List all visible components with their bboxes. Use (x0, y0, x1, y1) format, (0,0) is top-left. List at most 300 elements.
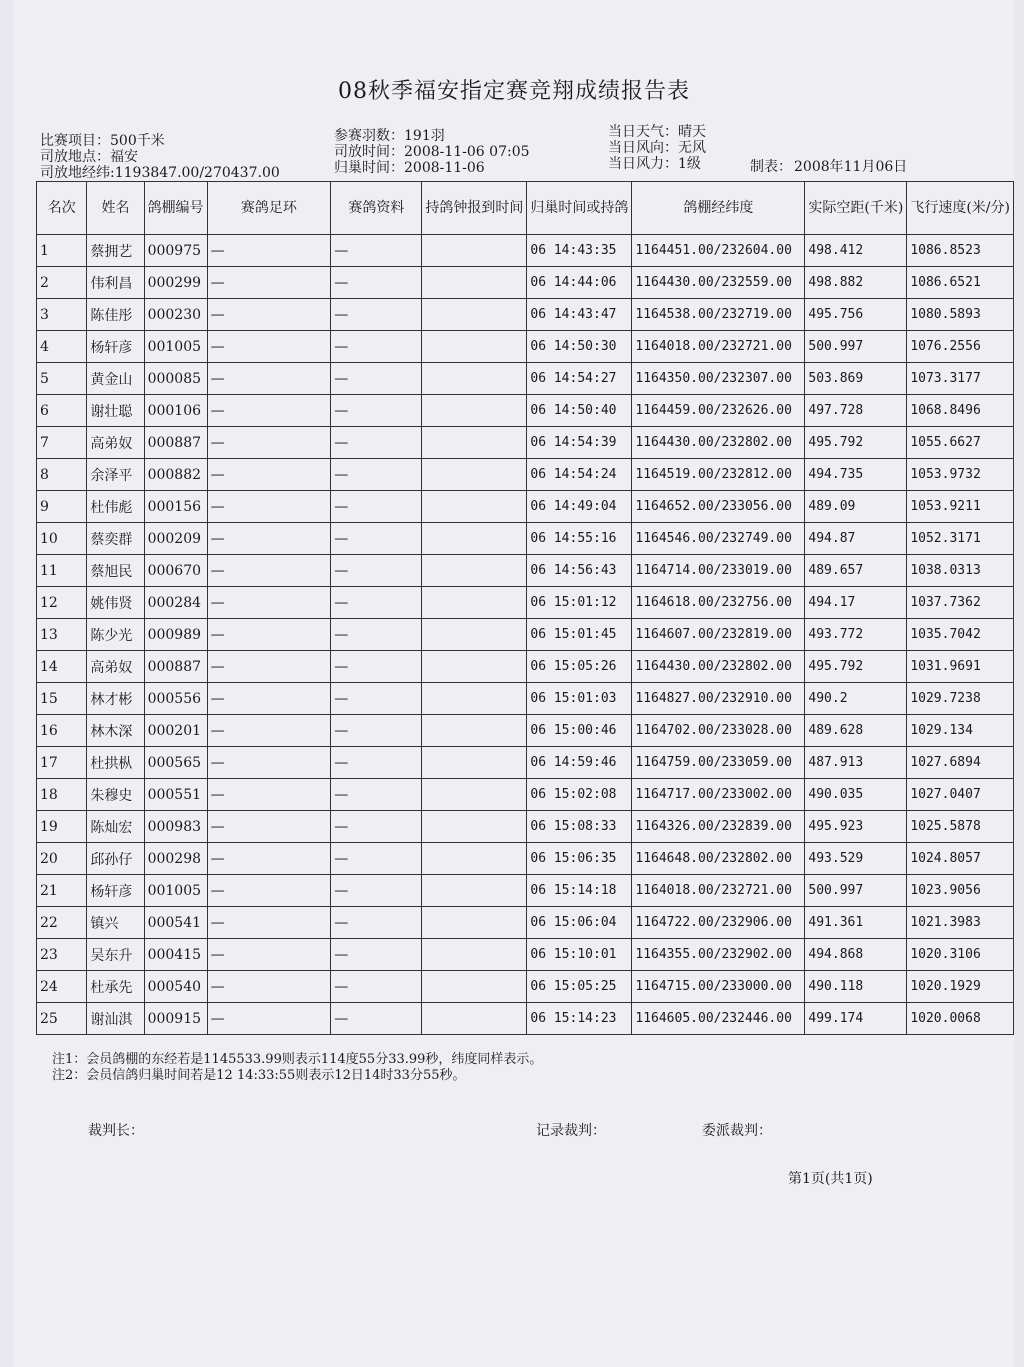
delegate-judge-signature: 委派裁判： (702, 1123, 772, 1139)
name-cell: 杜承先 (87, 971, 144, 1003)
loft-coordinates-cell: 1164648.00/232802.00 (632, 843, 805, 875)
ring-cell: — (207, 235, 331, 267)
pigeon-info-cell: — (331, 523, 422, 555)
table-row (37, 811, 1014, 843)
ring-cell: — (207, 395, 331, 427)
clock-report-cell (422, 1003, 527, 1035)
ring-cell: — (207, 747, 331, 779)
name-cell: 林才彬 (87, 683, 144, 715)
name-cell: 杜拱枞 (87, 747, 144, 779)
name-cell: 蔡旭民 (87, 555, 144, 587)
loft-id-cell: 000565 (144, 747, 207, 779)
loft-id-cell: 000201 (144, 715, 207, 747)
distance-cell: 495.792 (805, 651, 907, 683)
arrival-time-cell: 06 15:02:08 (527, 779, 632, 811)
recorder-judge-signature: 记录裁判： (536, 1123, 606, 1139)
loft-id-cell: 000882 (144, 459, 207, 491)
ring-cell: — (207, 811, 331, 843)
clock-report-cell (422, 651, 527, 683)
header-time: 归巢时间或持鸽 (527, 182, 632, 235)
name-cell: 朱穆史 (87, 779, 144, 811)
header-loft: 鸽棚编号 (144, 182, 207, 235)
distance-cell: 494.17 (805, 587, 907, 619)
speed-cell: 1055.6627 (907, 427, 1014, 459)
pigeon-info-cell: — (331, 811, 422, 843)
table-header-row (37, 182, 1014, 235)
loft-id-cell: 000085 (144, 363, 207, 395)
table-row (37, 331, 1014, 363)
distance-cell: 495.756 (805, 299, 907, 331)
pigeon-info-cell: — (331, 939, 422, 971)
pigeon-info-cell: — (331, 747, 422, 779)
loft-coordinates-cell: 1164018.00/232721.00 (632, 875, 805, 907)
name-cell: 陈佳彤 (87, 299, 144, 331)
name-cell: 蔡拥艺 (87, 235, 144, 267)
table-row (37, 427, 1014, 459)
ring-cell: — (207, 363, 331, 395)
loft-id-cell: 000415 (144, 939, 207, 971)
arrival-time-cell: 06 14:55:16 (527, 523, 632, 555)
table-row (37, 459, 1014, 491)
distance-cell: 490.2 (805, 683, 907, 715)
release-location: 司放地点：福安 (40, 149, 138, 165)
distance-cell: 500.997 (805, 875, 907, 907)
loft-id-cell: 000556 (144, 683, 207, 715)
clock-report-cell (422, 331, 527, 363)
loft-id-cell: 000540 (144, 971, 207, 1003)
arrival-time-cell: 06 14:54:24 (527, 459, 632, 491)
rank-cell: 12 (37, 587, 87, 619)
results-table (36, 181, 1014, 1035)
clock-report-cell (422, 939, 527, 971)
pigeon-info-cell: — (331, 427, 422, 459)
ring-cell: — (207, 907, 331, 939)
distance-cell: 503.869 (805, 363, 907, 395)
ring-cell: — (207, 331, 331, 363)
rank-cell: 20 (37, 843, 87, 875)
name-cell: 吴东升 (87, 939, 144, 971)
info-column-weather (608, 124, 706, 172)
table-row (37, 907, 1014, 939)
loft-coordinates-cell: 1164827.00/232910.00 (632, 683, 805, 715)
loft-coordinates-cell: 1164018.00/232721.00 (632, 331, 805, 363)
distance-cell: 494.868 (805, 939, 907, 971)
table-row (37, 587, 1014, 619)
ring-cell: — (207, 715, 331, 747)
speed-cell: 1023.9056 (907, 875, 1014, 907)
arrival-time-cell: 06 15:06:04 (527, 907, 632, 939)
arrival-time-cell: 06 14:44:06 (527, 267, 632, 299)
clock-report-cell (422, 683, 527, 715)
arrival-time-cell: 06 15:05:26 (527, 651, 632, 683)
speed-cell: 1027.0407 (907, 779, 1014, 811)
pigeon-info-cell: — (331, 1003, 422, 1035)
distance-cell: 494.735 (805, 459, 907, 491)
info-column-release (334, 128, 530, 176)
pigeon-info-cell: — (331, 971, 422, 1003)
pigeon-info-cell: — (331, 299, 422, 331)
arrival-time-cell: 06 14:43:35 (527, 235, 632, 267)
rank-cell: 18 (37, 779, 87, 811)
loft-id-cell: 000887 (144, 651, 207, 683)
speed-cell: 1073.3177 (907, 363, 1014, 395)
clock-report-cell (422, 395, 527, 427)
table-row (37, 715, 1014, 747)
pigeon-info-cell: — (331, 683, 422, 715)
distance-cell: 495.923 (805, 811, 907, 843)
name-cell: 邱孙仔 (87, 843, 144, 875)
loft-coordinates-cell: 1164430.00/232802.00 (632, 427, 805, 459)
header-report: 持鸽钟报到时间 (422, 182, 527, 235)
distance-cell: 490.035 (805, 779, 907, 811)
loft-coordinates-cell: 1164607.00/232819.00 (632, 619, 805, 651)
speed-cell: 1076.2556 (907, 331, 1014, 363)
loft-coordinates-cell: 1164759.00/233059.00 (632, 747, 805, 779)
ring-cell: — (207, 267, 331, 299)
speed-cell: 1086.6521 (907, 267, 1014, 299)
table-row (37, 523, 1014, 555)
loft-id-cell: 000284 (144, 587, 207, 619)
speed-cell: 1038.0313 (907, 555, 1014, 587)
page-number: 第1页(共1页) (788, 1171, 873, 1187)
speed-cell: 1053.9732 (907, 459, 1014, 491)
footnote-1: 注1：会员鸽棚的东经若是1145533.99则表示114度55分33.99秒，纬度同样表示。 (52, 1052, 543, 1067)
loft-id-cell: 000670 (144, 555, 207, 587)
name-cell: 余泽平 (87, 459, 144, 491)
ring-cell: — (207, 427, 331, 459)
rank-cell: 3 (37, 299, 87, 331)
rank-cell: 15 (37, 683, 87, 715)
loft-coordinates-cell: 1164430.00/232559.00 (632, 267, 805, 299)
table-row (37, 235, 1014, 267)
ring-cell: — (207, 971, 331, 1003)
pigeon-info-cell: — (331, 907, 422, 939)
loft-coordinates-cell: 1164605.00/232446.00 (632, 1003, 805, 1035)
rank-cell: 14 (37, 651, 87, 683)
pigeon-info-cell: — (331, 395, 422, 427)
speed-cell: 1031.9691 (907, 651, 1014, 683)
rank-cell: 10 (37, 523, 87, 555)
pigeon-info-cell: — (331, 587, 422, 619)
loft-id-cell: 000541 (144, 907, 207, 939)
loft-coordinates-cell: 1164702.00/233028.00 (632, 715, 805, 747)
ring-cell: — (207, 523, 331, 555)
distance-cell: 493.772 (805, 619, 907, 651)
pigeon-info-cell: — (331, 555, 422, 587)
speed-cell: 1020.1929 (907, 971, 1014, 1003)
name-cell: 杨轩彦 (87, 875, 144, 907)
speed-cell: 1020.0068 (907, 1003, 1014, 1035)
distance-cell: 490.118 (805, 971, 907, 1003)
clock-report-cell (422, 843, 527, 875)
rank-cell: 19 (37, 811, 87, 843)
name-cell: 谢汕淇 (87, 1003, 144, 1035)
report-title: 08秋季福安指定赛竞翔成绩报告表 (338, 79, 690, 104)
arrival-time-cell: 06 15:14:23 (527, 1003, 632, 1035)
speed-cell: 1027.6894 (907, 747, 1014, 779)
clock-report-cell (422, 715, 527, 747)
speed-cell: 1053.9211 (907, 491, 1014, 523)
header-info: 赛鸽资料 (331, 182, 422, 235)
arrival-time-cell: 06 14:54:27 (527, 363, 632, 395)
release-time: 司放时间：2008-11-06 07:05 (334, 144, 530, 160)
clock-report-cell (422, 747, 527, 779)
pigeon-info-cell: — (331, 331, 422, 363)
arrival-time-cell: 06 15:01:45 (527, 619, 632, 651)
loft-coordinates-cell: 1164717.00/233002.00 (632, 779, 805, 811)
clock-report-cell (422, 587, 527, 619)
distance-cell: 497.728 (805, 395, 907, 427)
rank-cell: 17 (37, 747, 87, 779)
table-row (37, 299, 1014, 331)
table-row (37, 779, 1014, 811)
table-row (37, 683, 1014, 715)
loft-coordinates-cell: 1164618.00/232756.00 (632, 587, 805, 619)
speed-cell: 1029.134 (907, 715, 1014, 747)
distance-cell: 495.792 (805, 427, 907, 459)
arrival-time-cell: 06 14:59:46 (527, 747, 632, 779)
clock-report-cell (422, 459, 527, 491)
report-page (14, 0, 1014, 1367)
distance-cell: 489.09 (805, 491, 907, 523)
loft-id-cell: 000975 (144, 235, 207, 267)
loft-coordinates-cell: 1164355.00/232902.00 (632, 939, 805, 971)
ring-cell: — (207, 1003, 331, 1035)
info-column-race (40, 133, 280, 181)
rank-cell: 2 (37, 267, 87, 299)
speed-cell: 1020.3106 (907, 939, 1014, 971)
distance-cell: 498.412 (805, 235, 907, 267)
loft-id-cell: 000915 (144, 1003, 207, 1035)
arrival-time-cell: 06 14:54:39 (527, 427, 632, 459)
arrival-time-cell: 06 15:10:01 (527, 939, 632, 971)
header-rank: 名次 (37, 182, 87, 235)
made-date-value: 2008年11月06日 (794, 159, 908, 175)
name-cell: 林木深 (87, 715, 144, 747)
table-row (37, 843, 1014, 875)
loft-id-cell: 001005 (144, 331, 207, 363)
table-row (37, 395, 1014, 427)
name-cell: 高弟奴 (87, 427, 144, 459)
pigeon-info-cell: — (331, 875, 422, 907)
arrival-time-cell: 06 14:50:40 (527, 395, 632, 427)
header-name: 姓名 (87, 182, 144, 235)
ring-cell: — (207, 843, 331, 875)
loft-coordinates-cell: 1164350.00/232307.00 (632, 363, 805, 395)
pigeon-info-cell: — (331, 267, 422, 299)
loft-id-cell: 000551 (144, 779, 207, 811)
loft-id-cell: 000989 (144, 619, 207, 651)
footnotes (52, 1052, 542, 1084)
speed-cell: 1068.8496 (907, 395, 1014, 427)
clock-report-cell (422, 267, 527, 299)
loft-coordinates-cell: 1164538.00/232719.00 (632, 299, 805, 331)
ring-cell: — (207, 875, 331, 907)
weather: 当日天气：晴天 (608, 124, 706, 140)
loft-coordinates-cell: 1164714.00/233019.00 (632, 555, 805, 587)
pigeon-info-cell: — (331, 651, 422, 683)
clock-report-cell (422, 811, 527, 843)
loft-id-cell: 000156 (144, 491, 207, 523)
speed-cell: 1086.8523 (907, 235, 1014, 267)
clock-report-cell (422, 779, 527, 811)
table-row (37, 491, 1014, 523)
table-row (37, 1003, 1014, 1035)
rank-cell: 24 (37, 971, 87, 1003)
rank-cell: 6 (37, 395, 87, 427)
header-ring: 赛鸽足环 (207, 182, 331, 235)
speed-cell: 1035.7042 (907, 619, 1014, 651)
ring-cell: — (207, 683, 331, 715)
distance-cell: 498.882 (805, 267, 907, 299)
table-row (37, 651, 1014, 683)
loft-coordinates-cell: 1164430.00/232802.00 (632, 651, 805, 683)
loft-id-cell: 000230 (144, 299, 207, 331)
distance-cell: 494.87 (805, 523, 907, 555)
rank-cell: 11 (37, 555, 87, 587)
results-body (37, 235, 1014, 1035)
rank-cell: 23 (37, 939, 87, 971)
arrival-time-cell: 06 15:06:35 (527, 843, 632, 875)
wind-force: 当日风力：1级 (608, 156, 701, 172)
loft-coordinates-cell: 1164326.00/232839.00 (632, 811, 805, 843)
pigeon-info-cell: — (331, 459, 422, 491)
rank-cell: 9 (37, 491, 87, 523)
arrival-time-cell: 06 15:08:33 (527, 811, 632, 843)
arrival-time-cell: 06 15:00:46 (527, 715, 632, 747)
pigeon-info-cell: — (331, 715, 422, 747)
rank-cell: 16 (37, 715, 87, 747)
clock-report-cell (422, 523, 527, 555)
header-speed: 飞行速度(米/分) (907, 182, 1014, 235)
clock-report-cell (422, 555, 527, 587)
arrival-time-cell: 06 14:50:30 (527, 331, 632, 363)
table-row (37, 939, 1014, 971)
ring-cell: — (207, 555, 331, 587)
table-row (37, 747, 1014, 779)
rank-cell: 5 (37, 363, 87, 395)
distance-cell: 493.529 (805, 843, 907, 875)
clock-report-cell (422, 491, 527, 523)
ring-cell: — (207, 587, 331, 619)
distance-cell: 499.174 (805, 1003, 907, 1035)
loft-id-cell: 000209 (144, 523, 207, 555)
name-cell: 谢壮聪 (87, 395, 144, 427)
speed-cell: 1037.7362 (907, 587, 1014, 619)
pigeon-info-cell: — (331, 619, 422, 651)
loft-id-cell: 001005 (144, 875, 207, 907)
speed-cell: 1029.7238 (907, 683, 1014, 715)
loft-coordinates-cell: 1164652.00/233056.00 (632, 491, 805, 523)
name-cell: 陈灿宏 (87, 811, 144, 843)
loft-coordinates-cell: 1164519.00/232812.00 (632, 459, 805, 491)
footnote-2: 注2：会员信鸽归巢时间若是12 14:33:55则表示12日14时33分55秒。 (52, 1068, 466, 1083)
rank-cell: 21 (37, 875, 87, 907)
clock-report-cell (422, 619, 527, 651)
clock-report-cell (422, 235, 527, 267)
made-date (750, 156, 907, 176)
arrival-time-cell: 06 15:05:25 (527, 971, 632, 1003)
rank-cell: 4 (37, 331, 87, 363)
return-date: 归巢时间：2008-11-06 (334, 160, 485, 176)
name-cell: 伟利昌 (87, 267, 144, 299)
clock-report-cell (422, 875, 527, 907)
ring-cell: — (207, 299, 331, 331)
distance-cell: 487.913 (805, 747, 907, 779)
made-date-label: 制表： (750, 159, 792, 175)
name-cell: 高弟奴 (87, 651, 144, 683)
rank-cell: 22 (37, 907, 87, 939)
entry-count: 参赛羽数：191羽 (334, 128, 445, 144)
distance-cell: 489.628 (805, 715, 907, 747)
table-row (37, 971, 1014, 1003)
rank-cell: 13 (37, 619, 87, 651)
pigeon-info-cell: — (331, 235, 422, 267)
arrival-time-cell: 06 15:01:03 (527, 683, 632, 715)
loft-id-cell: 000299 (144, 267, 207, 299)
rank-cell: 7 (37, 427, 87, 459)
table-row (37, 875, 1014, 907)
rank-cell: 8 (37, 459, 87, 491)
ring-cell: — (207, 651, 331, 683)
ring-cell: — (207, 459, 331, 491)
rank-cell: 25 (37, 1003, 87, 1035)
arrival-time-cell: 06 14:43:47 (527, 299, 632, 331)
ring-cell: — (207, 939, 331, 971)
loft-coordinates-cell: 1164459.00/232626.00 (632, 395, 805, 427)
ring-cell: — (207, 491, 331, 523)
pigeon-info-cell: — (331, 843, 422, 875)
loft-id-cell: 000887 (144, 427, 207, 459)
distance-cell: 491.361 (805, 907, 907, 939)
speed-cell: 1021.3983 (907, 907, 1014, 939)
distance-cell: 500.997 (805, 331, 907, 363)
pigeon-info-cell: — (331, 363, 422, 395)
pigeon-info-cell: — (331, 779, 422, 811)
header-distance: 实际空距(千米) (805, 182, 907, 235)
loft-id-cell: 000106 (144, 395, 207, 427)
race-distance: 比赛项目：500千米 (40, 133, 165, 149)
name-cell: 黄金山 (87, 363, 144, 395)
header-coord: 鸽棚经纬度 (632, 182, 805, 235)
loft-id-cell: 000298 (144, 843, 207, 875)
name-cell: 姚伟贤 (87, 587, 144, 619)
distance-cell: 489.657 (805, 555, 907, 587)
loft-coordinates-cell: 1164715.00/233000.00 (632, 971, 805, 1003)
speed-cell: 1052.3171 (907, 523, 1014, 555)
loft-coordinates-cell: 1164451.00/232604.00 (632, 235, 805, 267)
clock-report-cell (422, 363, 527, 395)
table-row (37, 363, 1014, 395)
ring-cell: — (207, 619, 331, 651)
name-cell: 杨轩彦 (87, 331, 144, 363)
table-row (37, 555, 1014, 587)
name-cell: 陈少光 (87, 619, 144, 651)
table-row (37, 619, 1014, 651)
wind-direction: 当日风向：无风 (608, 140, 706, 156)
loft-id-cell: 000983 (144, 811, 207, 843)
name-cell: 蔡奕群 (87, 523, 144, 555)
pigeon-info-cell: — (331, 491, 422, 523)
ring-cell: — (207, 779, 331, 811)
speed-cell: 1024.8057 (907, 843, 1014, 875)
arrival-time-cell: 06 15:01:12 (527, 587, 632, 619)
arrival-time-cell: 06 15:14:18 (527, 875, 632, 907)
clock-report-cell (422, 971, 527, 1003)
speed-cell: 1080.5893 (907, 299, 1014, 331)
table-row (37, 267, 1014, 299)
clock-report-cell (422, 427, 527, 459)
